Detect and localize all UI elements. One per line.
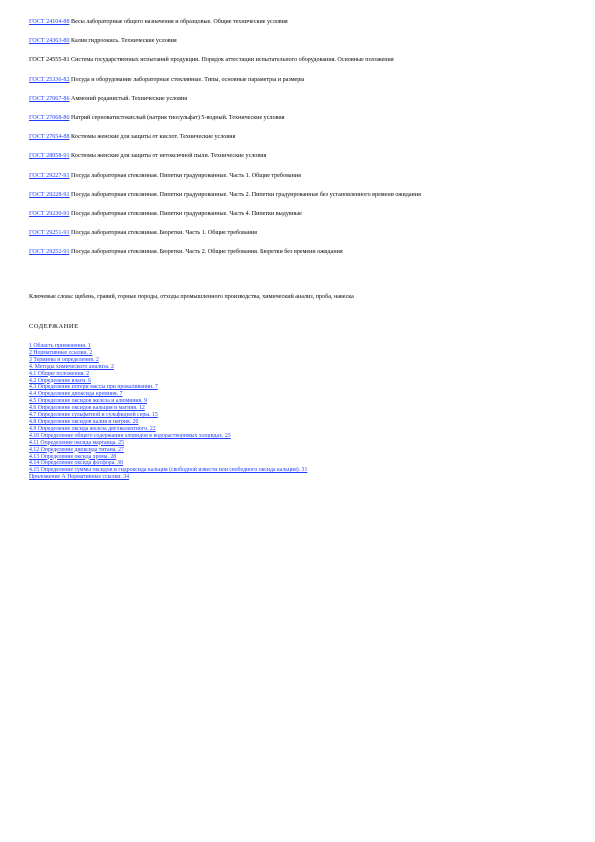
keywords-paragraph: Ключевые слова: щебень, гравий, горные породы, отходы промышленного производства, химический анализ, проба, навеска	[29, 294, 354, 300]
toc-link[interactable]: 4.1 Общие положения. 2	[29, 370, 90, 377]
toc-link[interactable]: 4.9 Определение оксида железа двухвалентного. 22	[29, 425, 156, 432]
toc-item	[29, 426, 569, 433]
toc-item	[29, 419, 569, 426]
reference-item	[29, 248, 569, 257]
reference-item	[29, 18, 569, 27]
toc-link[interactable]: 4.13 Определение оксида хрома. 28	[29, 453, 117, 460]
toc-link[interactable]: 4.12 Определение диоксида титана. 27	[29, 446, 124, 453]
reference-code-link[interactable]: ГОСТ 29251-91	[29, 230, 70, 237]
reference-item	[29, 76, 569, 85]
toc-link[interactable]: 4.14 Определение оксида фосфора. 30	[29, 460, 123, 467]
toc-item	[29, 467, 569, 474]
reference-code-link[interactable]: ГОСТ 29230-91	[29, 210, 70, 217]
toc-link[interactable]: 4.10 Определение общего содержания хлоридов в водорастворимых хлоридах. 23	[29, 432, 231, 439]
reference-item	[29, 210, 569, 219]
reference-item	[29, 95, 569, 104]
toc-item	[29, 440, 569, 447]
toc-item	[29, 474, 569, 481]
toc-link[interactable]: 4.11 Определение оксида марганца. 25	[29, 439, 125, 446]
reference-title: Натрий серноватистокислый (натрия тиосульфат) 5-водный. Технические условия	[69, 114, 285, 121]
reference-code-link[interactable]: ГОСТ 24104-88	[29, 19, 70, 25]
reference-item	[29, 152, 569, 161]
toc-link[interactable]: 4.15 Определение суммы оксидов и гидроксида кальция (свободной извести или свободного оксида кальция). 31	[29, 467, 308, 474]
toc-item	[29, 364, 569, 371]
toc-link[interactable]: 4.8 Определение оксидов калия и натрия. 20	[29, 418, 139, 425]
toc-link[interactable]: 4.4 Определение диоксида кремния. 7	[29, 391, 123, 398]
reference-title: Костюмы женские для защиты от нетоксичной пыли. Технические условия	[69, 153, 267, 160]
table-of-contents	[29, 343, 569, 481]
reference-title: Посуда лабораторная стеклянная. Пипетки градуированные. Часть 4. Пипетки выдувные	[69, 210, 302, 217]
reference-code-link[interactable]: ГОСТ 28058-91	[29, 153, 70, 160]
reference-item	[29, 114, 569, 123]
toc-link[interactable]: 4.2 Определение влаги. 6	[29, 377, 91, 384]
toc-item	[29, 412, 569, 419]
toc-title: СОДЕРЖАНИЕ	[29, 323, 79, 330]
reference-title: Калия гидроокись. Технические условия	[69, 38, 177, 45]
toc-item	[29, 350, 569, 357]
toc-link[interactable]: Приложение А Нормативные ссылки. 34	[29, 474, 130, 481]
toc-item	[29, 357, 569, 364]
reference-title: Посуда лабораторная стеклянная. Бюретки. Часть 1. Общие требования	[69, 230, 257, 237]
toc-link[interactable]: 1 Область применения. 1	[29, 343, 91, 349]
toc-link[interactable]: 3 Термины и определения. 2	[29, 356, 99, 363]
toc-item	[29, 447, 569, 454]
reference-item	[29, 37, 569, 46]
toc-item	[29, 398, 569, 405]
reference-code: ГОСТ 24555-81	[29, 57, 70, 64]
reference-code-link[interactable]: ГОСТ 29227-91	[29, 172, 70, 179]
reference-item	[29, 191, 569, 200]
toc-item	[29, 384, 569, 391]
reference-title: Посуда и оборудование лабораторные стеклянные. Типы, основные параметры и размеры	[69, 76, 305, 83]
reference-title: Система государственных испытаний продукции. Порядок аттестации испытательного оборудования. Основные положения	[69, 57, 394, 64]
reference-code-link[interactable]: ГОСТ 27068-86	[29, 114, 70, 121]
reference-code-link[interactable]: ГОСТ 29228-91	[29, 191, 70, 198]
reference-item	[29, 56, 569, 65]
toc-item	[29, 433, 569, 440]
reference-item	[29, 133, 569, 142]
toc-item	[29, 378, 569, 385]
toc-item	[29, 343, 569, 350]
toc-link[interactable]: 4. Методы химического анализа. 2	[29, 363, 114, 370]
toc-item	[29, 371, 569, 378]
reference-title: Аммоний роданистый. Технические условия	[69, 95, 188, 102]
reference-code-link[interactable]: ГОСТ 24363-80	[29, 38, 70, 45]
toc-link[interactable]: 4.3 Определение потери массы при прокаливании. 7	[29, 384, 158, 391]
toc-link[interactable]: 4.6 Определение оксидов кальция и магния. 12	[29, 405, 145, 412]
reference-title: Посуда лабораторная стеклянная. Пипетки градуированные. Часть 2. Пипетки градуированные без установленного времени ожидания	[69, 191, 421, 198]
reference-item	[29, 172, 569, 181]
reference-code-link[interactable]: ГОСТ 27654-88	[29, 134, 70, 141]
toc-link[interactable]: 4.5 Определение оксидов железа и алюминия. 9	[29, 398, 147, 405]
reference-title: Костюмы женские для защиты от кислот. Технические условия	[69, 134, 236, 141]
toc-link[interactable]: 2 Нормативные ссылки. 2	[29, 349, 93, 356]
reference-title: Посуда лабораторная стеклянная. Бюретки. Часть 2. Общие требования. Бюретки без времени ожидания	[69, 249, 343, 256]
normative-references-list	[29, 18, 569, 267]
reference-title: Посуда лабораторная стеклянная. Пипетки градуированные. Часть 1. Общие требования	[69, 172, 301, 179]
reference-code-link[interactable]: ГОСТ 29252-91	[29, 249, 70, 256]
reference-code-link[interactable]: ГОСТ 27067-86	[29, 95, 70, 102]
reference-item	[29, 229, 569, 238]
reference-title: Весы лабораторные общего назначения и образцовые. Общие технические условия	[69, 19, 288, 25]
reference-code-link[interactable]: ГОСТ 25336-82	[29, 76, 70, 83]
toc-item	[29, 391, 569, 398]
toc-link[interactable]: 4.7 Определение сульфатной и сульфидной серы. 15	[29, 412, 158, 419]
